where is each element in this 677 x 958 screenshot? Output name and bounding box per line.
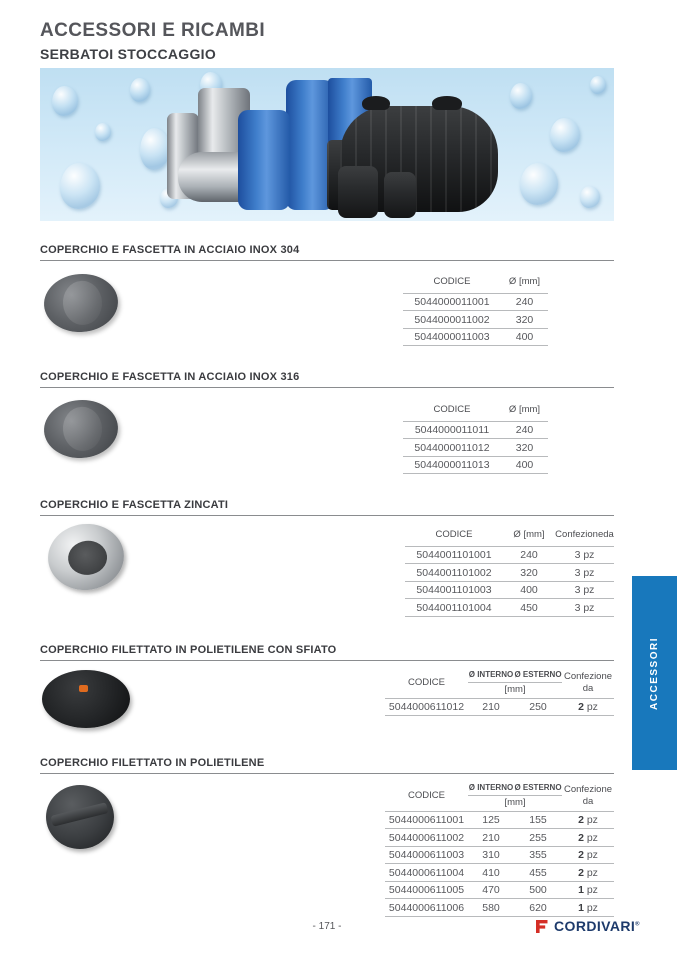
col-header-package: [555, 527, 614, 546]
table-cell: 400: [515, 459, 534, 472]
brand-logo: [535, 918, 640, 934]
table-row: [405, 564, 614, 582]
water-drop: [580, 186, 600, 208]
col-header-package: [562, 668, 614, 698]
product-table: [385, 781, 614, 917]
table-row: [385, 846, 614, 864]
section-inox-316: [40, 371, 614, 472]
col-header-outer-diameter: Ø ESTERNO: [514, 668, 562, 683]
col-header-codice: CODICE: [408, 790, 445, 801]
table-cell: 2 pz: [578, 701, 598, 714]
water-drop: [550, 118, 580, 152]
table-row: [403, 293, 548, 311]
section-inox-304: [40, 244, 614, 344]
table-cell: 450: [520, 601, 538, 614]
table-cell: 5044000611005: [388, 884, 465, 897]
table-cell: 210: [482, 701, 500, 714]
table-row: [403, 456, 548, 474]
product-table: [405, 527, 614, 617]
table-cell: 410: [482, 866, 500, 879]
tank-cap-shape: [362, 96, 390, 110]
table-row: [403, 439, 548, 457]
table-cell: 2 pz: [578, 849, 598, 862]
col-header-package-line2: da: [582, 682, 594, 694]
table-cell: 400: [515, 331, 534, 344]
col-header-diameter: Ø [mm]: [503, 527, 555, 546]
col-header-package-line2: da: [582, 795, 594, 807]
col-header-codice: CODICE: [403, 402, 501, 421]
section-poly-vent: [40, 644, 614, 714]
table-cell: 5044001101003: [416, 584, 492, 597]
table-cell: 455: [529, 866, 547, 879]
product-table: [403, 274, 548, 346]
cordivari-logo-icon: [535, 919, 550, 934]
water-drop: [140, 128, 170, 170]
col-header-codice: CODICE: [408, 677, 445, 688]
table-cell: 5044001101001: [416, 549, 492, 562]
table-cell: 5044000611012: [388, 701, 465, 714]
col-header-package-line1: Confezione: [563, 784, 613, 796]
table-row: [403, 421, 548, 439]
table-cell: 580: [482, 901, 500, 914]
table-row: [405, 599, 614, 617]
table-cell: 1 pz: [578, 884, 598, 897]
col-header-diameter: Ø [mm]: [501, 402, 548, 421]
table-cell: 250: [529, 701, 547, 714]
table-cell: 500: [529, 884, 547, 897]
lid-highlight-shape: [62, 280, 103, 327]
black-cylinder-tank-shape: [338, 166, 378, 218]
table-cell: 2 pz: [578, 866, 598, 879]
table-cell: 5044000611002: [388, 831, 465, 844]
table-body: [405, 546, 614, 616]
page-number: - 171 -: [312, 921, 342, 932]
brand-name-text: CORDIVARI: [554, 918, 636, 934]
table-row: [385, 829, 614, 847]
table-row: [385, 881, 614, 899]
col-header-mm-unit: [mm]: [504, 797, 526, 808]
col-header-codice: CODICE: [403, 274, 501, 293]
lid-center-shape: [66, 539, 109, 577]
table-body: [385, 698, 614, 716]
table-cell: 320: [515, 441, 534, 454]
table-cell: 5044000011013: [414, 459, 490, 472]
table-cell: 2 pz: [578, 831, 598, 844]
table-row: [405, 546, 614, 564]
page-subtitle: SERBATOI STOCCAGGIO: [40, 46, 217, 62]
table-cell: 310: [482, 849, 500, 862]
section-title: COPERCHIO FILETTATO IN POLIETILENE CON SFIATO: [40, 644, 614, 661]
table-row: [403, 328, 548, 346]
table-cell: 5044000011003: [414, 331, 490, 344]
table-row: [405, 581, 614, 599]
table-body: [403, 421, 548, 474]
table-cell: 5044001101004: [416, 601, 492, 614]
table-cell: 5044000611001: [388, 814, 465, 827]
table-cell: 155: [529, 814, 547, 827]
brand-name: [554, 918, 640, 934]
col-header-codice: CODICE: [405, 527, 503, 546]
product-table: [403, 402, 548, 474]
col-header-outer-diameter: Ø ESTERNO: [514, 781, 562, 796]
water-drop: [510, 83, 532, 109]
table-cell: 3 pz: [574, 566, 595, 579]
table-cell: 355: [529, 849, 547, 862]
table-cell: 3 pz: [574, 601, 595, 614]
col-header-package-line2: da: [603, 529, 614, 540]
page-title: ACCESSORI E RICAMBI: [40, 20, 266, 41]
table-cell: 5044000611006: [388, 901, 465, 914]
table-cell: 5044000611003: [388, 849, 465, 862]
table-cell: 1 pz: [578, 901, 598, 914]
col-header-package: [562, 781, 614, 811]
hero-banner-image: [40, 68, 614, 221]
col-header-inner-diameter: Ø INTERNO: [468, 668, 514, 683]
col-header-package-line1: Confezione: [563, 671, 613, 683]
table-row: [403, 311, 548, 329]
registered-mark: ®: [635, 921, 640, 928]
side-tab-label: ACCESSORI: [649, 636, 660, 710]
table-cell: 240: [515, 296, 534, 309]
table-cell: 5044000011002: [414, 313, 490, 326]
col-header-mm-unit: [mm]: [504, 684, 526, 695]
table-cell: 5044000011001: [414, 296, 490, 309]
table-cell: 240: [515, 424, 534, 437]
table-body: [385, 811, 614, 916]
section-title: COPERCHIO E FASCETTA ZINCATI: [40, 499, 614, 516]
section-title: COPERCHIO FILETTATO IN POLIETILENE: [40, 757, 614, 774]
table-cell: 125: [482, 814, 500, 827]
table-cell: 210: [482, 831, 500, 844]
water-drop: [590, 76, 606, 94]
section-title: COPERCHIO E FASCETTA IN ACCIAIO INOX 304: [40, 244, 614, 261]
water-drop: [60, 163, 100, 209]
product-photo-poly-lid: [46, 785, 114, 849]
product-photo-inox-304-lid: [42, 271, 120, 334]
product-photo-zinc-lid: [45, 520, 127, 594]
section-zincati: [40, 499, 614, 614]
table-cell: 5044001101002: [416, 566, 492, 579]
vent-plug-shape: [79, 685, 88, 692]
blue-tank-shape: [238, 110, 290, 210]
col-header-package-line1: Confezione: [555, 529, 604, 540]
col-header-inner-diameter: Ø INTERNO: [468, 781, 514, 796]
table-cell: 5044000011011: [414, 424, 490, 437]
table-row: [385, 899, 614, 917]
product-table: [385, 668, 614, 716]
product-photo-poly-vent-lid: [42, 670, 130, 728]
table-cell: 400: [520, 584, 538, 597]
black-cylinder-tank-shape: [384, 172, 416, 218]
tank-cap-shape: [432, 96, 462, 110]
table-cell: 5044000011012: [414, 441, 490, 454]
water-drop: [95, 123, 111, 141]
table-row: [385, 864, 614, 882]
section-poly: [40, 757, 614, 914]
table-cell: 2 pz: [578, 814, 598, 827]
table-cell: 470: [482, 884, 500, 897]
water-drop: [52, 86, 78, 116]
table-row: [385, 811, 614, 829]
col-header-diameter: Ø [mm]: [501, 274, 548, 293]
table-row: [385, 698, 614, 716]
water-drop: [520, 163, 558, 205]
product-photo-inox-316-lid: [42, 397, 120, 460]
table-cell: 240: [520, 549, 538, 562]
table-cell: 620: [529, 901, 547, 914]
lid-handle-shape: [51, 803, 109, 827]
table-body: [403, 293, 548, 346]
table-cell: 320: [520, 566, 538, 579]
side-tab-accessori: [632, 576, 677, 770]
table-cell: 255: [529, 831, 547, 844]
lid-highlight-shape: [62, 406, 103, 453]
section-title: COPERCHIO E FASCETTA IN ACCIAIO INOX 316: [40, 371, 614, 388]
table-cell: 3 pz: [574, 584, 595, 597]
water-drop: [130, 78, 150, 102]
table-cell: 5044000611004: [388, 866, 465, 879]
table-cell: 3 pz: [574, 549, 595, 562]
table-cell: 320: [515, 313, 534, 326]
